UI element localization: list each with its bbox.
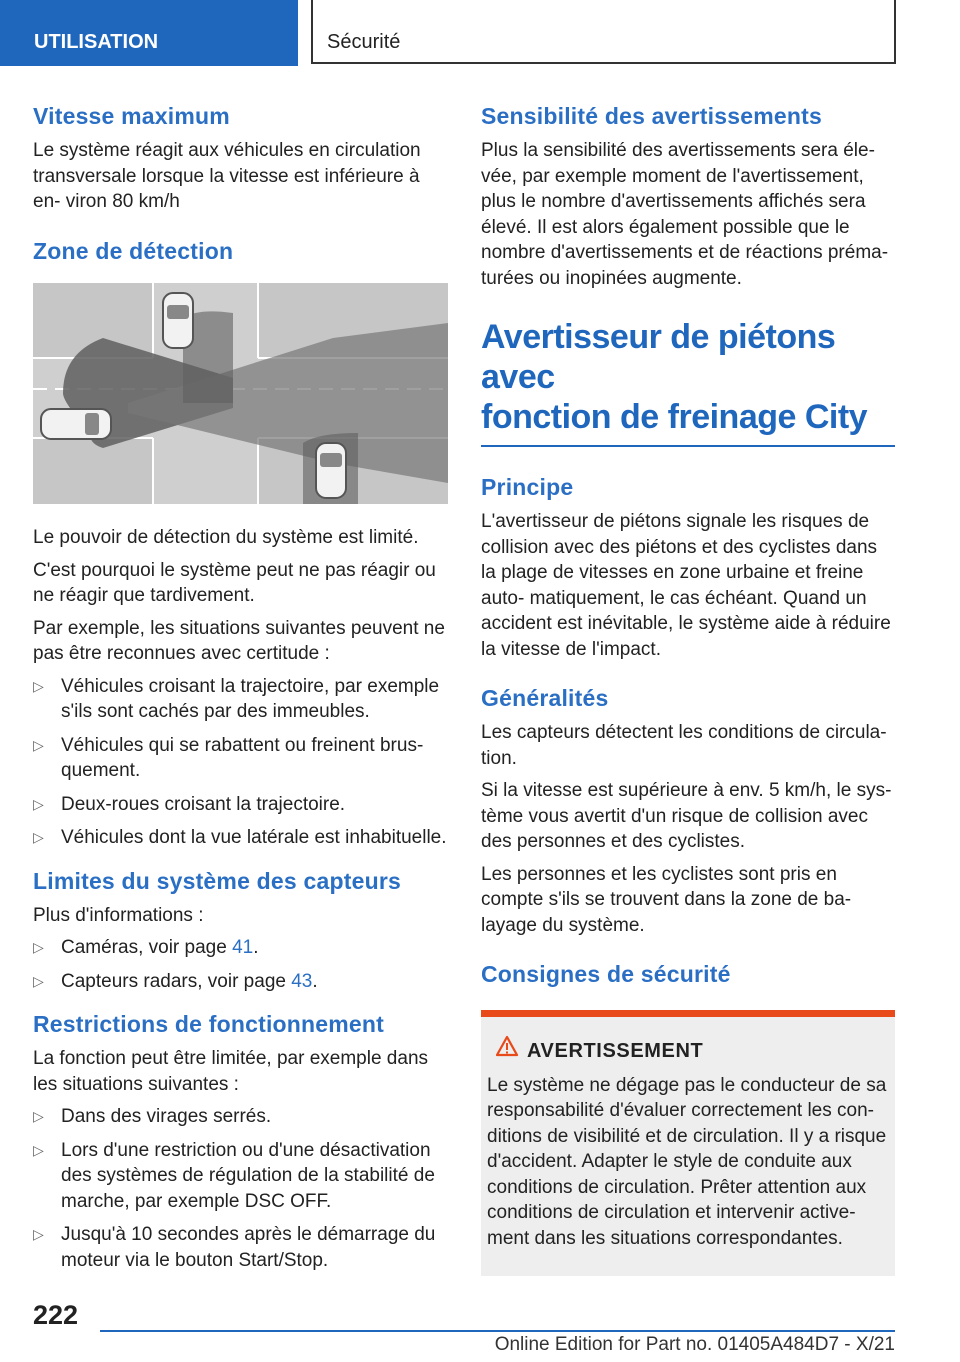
text-generalites-1: Les capteurs détectent les conditions de circula- tion. [481, 722, 887, 769]
list-zone [33, 674, 448, 851]
link-page-cameras[interactable]: 41 [232, 937, 254, 958]
bullet-icon: ▷ [33, 939, 44, 955]
bullet-icon: ▷ [33, 1108, 44, 1124]
text-zone-examples: Par exemple, les situations suivantes peuvent ne pas être reconnues avec certitude : [33, 617, 445, 664]
warning-triangle-icon [495, 1035, 519, 1057]
text-zone-reaction: C'est pourquoi le système peut ne pas réagir ou ne réagir que tardivement. [33, 559, 436, 606]
chapter-tab[interactable]: Sécurité [311, 0, 896, 64]
warning-box [481, 1010, 895, 1276]
heading-generalites: Généralités [481, 685, 609, 711]
footer-edition: Online Edition for Part no. 01405A484D7 - X/21 [494, 1334, 895, 1355]
link-page-radars[interactable]: 43 [291, 970, 313, 992]
heading-sensibilite: Sensibilité des avertissements [481, 103, 822, 129]
right-column [481, 100, 895, 1276]
chapter-title-line1: Avertisseur de piétons avec [481, 318, 836, 396]
heading-restrictions: Restrictions de fonctionnement [33, 1011, 385, 1037]
bullet-icon: ▷ [33, 736, 44, 753]
section-tab[interactable]: UTILISATION [0, 0, 298, 66]
bullet-icon: ▷ [33, 1141, 44, 1158]
text-generalites-2: Si la vitesse est supérieure à env. 5 km/h, le sys- tème vous avertit d'un risque de collision avec des personnes et des cyclistes. [481, 780, 892, 852]
list-item: ▷ Dans des virages serrés. [33, 1104, 448, 1130]
list-item: ▷ Véhicules dont la vue latérale est inhabituelle. [33, 825, 448, 851]
title-divider [481, 445, 895, 447]
text-vitesse: Le système réagit aux véhicules en circulation transversale lorsque la vitesse est inférieure à en- viron 80 km/h [33, 140, 421, 212]
list-item: ▷ Jusqu'à 10 secondes après le démarrage du moteur via le bouton Start/Stop. [33, 1224, 436, 1271]
list-item: ▷ Capteurs radars, voir page 43. [33, 969, 448, 995]
warning-header [487, 1017, 889, 1073]
heading-vitesse: Vitesse maximum [33, 103, 230, 129]
left-column [33, 100, 448, 1287]
page-header [0, 0, 960, 66]
heading-principe: Principe [481, 474, 574, 500]
detection-zone-illustration [33, 283, 448, 504]
bullet-icon: ▷ [33, 795, 44, 812]
chapter-title [481, 317, 895, 437]
text-zone-limit: Le pouvoir de détection du système est limité. [33, 527, 419, 548]
list-item: ▷ Véhicules qui se rabattent ou freinent brus- quement. [33, 734, 424, 781]
heading-limites: Limites du système des capteurs [33, 867, 401, 894]
footer-divider [100, 1330, 895, 1332]
text-generalites-3: Les personnes et les cyclistes sont pris en compte s'ils se trouvent dans la zone de ba- layage du système. [481, 863, 852, 936]
text-sensibilite: Plus la sensibilité des avertissements sera éle- vée, par exemple moment de l'avertissement, plus le nombre d'avertissements affichés sera élevé. Il est alors également possible que le nombre d'avertissements et de réactions préma- turées ou inopinées augmente. [481, 140, 889, 289]
bullet-icon: ▷ [33, 972, 44, 989]
text-principe: L'avertisseur de piétons signale les risques de collision avec des piétons et des cyclistes dans la plage de vitesses en zone urbaine et freine auto- matiquement, le cas échéant. Quand un accident est inévitable, le système aide à réduire la vitesse de l'impact. [481, 511, 891, 660]
list-restrictions [33, 1104, 448, 1273]
list-item: ▷ Caméras, voir page 41. [33, 935, 448, 961]
heading-consignes: Consignes de sécurité [481, 961, 731, 987]
bullet-icon: ▷ [33, 1226, 44, 1242]
list-limites [33, 935, 448, 994]
list-item: ▷ Véhicules croisant la trajectoire, par exemple s'ils sont cachés par des immeubles. [33, 675, 440, 722]
warning-title: AVERTISSEMENT [527, 1040, 704, 1062]
bullet-icon: ▷ [33, 677, 44, 694]
heading-zone: Zone de détection [33, 237, 234, 264]
warning-text: Le système ne dégage pas le conducteur de sa responsabilité d'évaluer correctement les con- ditions de visibilité et de circulation. Il y a risque d'accident. Adapter le style de conduite aux conditions de circulation. Prêter attention aux conditions de circulation et intervenir active- ment dans les situations correspondantes. [487, 1074, 887, 1249]
bullet-icon: ▷ [33, 829, 44, 845]
text-limites: Plus d'informations : [33, 904, 204, 926]
text-restrictions: La fonction peut être limitée, par exemple dans les situations suivantes : [33, 1048, 429, 1095]
list-item: ▷ Lors d'une restriction ou d'une désactivation des systèmes de régulation de la stabilité de marche, par exemple DSC OFF. [33, 1139, 435, 1212]
chapter-title-line2: fonction de freinage City [481, 398, 868, 436]
page-number: 222 [33, 1300, 79, 1330]
list-item: ▷ Deux-roues croisant la trajectoire. [33, 792, 448, 818]
